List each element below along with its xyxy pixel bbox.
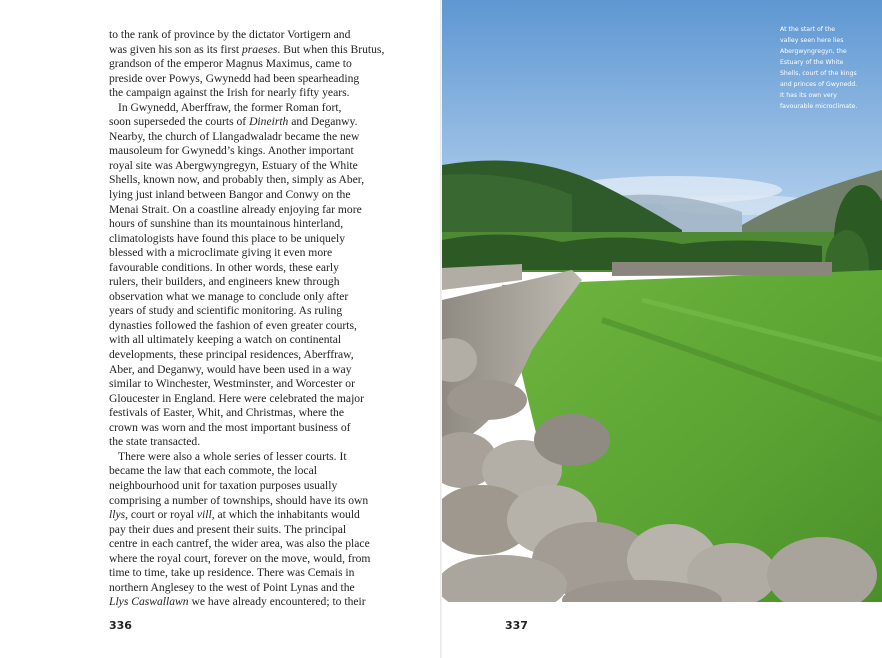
italic-run: praeses xyxy=(242,42,278,56)
italic-run: vill xyxy=(196,508,212,522)
text-run: , at which the inhabitants would xyxy=(211,508,360,522)
text-run: we have already encountered; to their xyxy=(188,595,366,609)
text-run: lying just inland between Bangor and Conwy on the xyxy=(109,188,351,202)
caption-line: valley seen here lies xyxy=(780,37,844,44)
page-number-right: 337 xyxy=(505,619,528,632)
text-line xyxy=(109,595,379,610)
text-line xyxy=(109,130,379,145)
text-line xyxy=(109,101,379,116)
text-line xyxy=(109,508,379,523)
text-run: Aber, and Deganwy, would have been used in a way xyxy=(109,362,352,376)
text-run: developments, these principal residences, Aberffraw, xyxy=(109,348,354,362)
page-number-left: 336 xyxy=(109,619,132,632)
text-line xyxy=(109,159,379,174)
text-run: In Gwynedd, Aberffraw, the former Roman fort, xyxy=(118,100,342,114)
text-line xyxy=(109,275,379,290)
text-line xyxy=(109,333,379,348)
italic-run: Dineirth xyxy=(249,115,289,129)
text-line xyxy=(109,115,379,130)
text-run: years of study and scientific monitoring. As ruling xyxy=(109,304,343,318)
text-line xyxy=(109,464,379,479)
text-line xyxy=(109,392,379,407)
text-line xyxy=(109,435,379,450)
text-run: grandson of the emperor Magnus Maximus, came to xyxy=(109,57,352,71)
text-line xyxy=(109,290,379,305)
text-run: festivals of Easter, Whit, and Christmas, where the xyxy=(109,406,344,420)
text-run: observation what we manage to conclude only after xyxy=(109,289,349,303)
text-run: soon superseded the courts of xyxy=(109,115,250,129)
body-text xyxy=(109,28,385,610)
text-line xyxy=(109,537,379,552)
text-line xyxy=(109,42,385,58)
caption-line: and princes of Gwynedd. xyxy=(780,81,858,88)
italic-run: llys xyxy=(109,508,126,522)
text-run: dynasties followed the fashion of even greater courts, xyxy=(109,318,357,332)
text-run: pay their dues and present their suits. The principal xyxy=(109,522,347,536)
text-line xyxy=(109,377,379,392)
text-run: with all ultimately keeping a watch on continental xyxy=(109,333,342,347)
text-line xyxy=(109,566,379,581)
text-run: . But when this Brutus, xyxy=(277,42,385,56)
caption-line: At the start of the xyxy=(780,26,836,33)
text-run: to the rank of province by the dictator Vortigern and xyxy=(109,28,351,41)
text-run: preside over Powys, Gwynedd had been spearheading xyxy=(109,71,360,85)
text-run: Gloucester in England. Here were celebrated the major xyxy=(109,391,364,405)
text-line xyxy=(109,144,379,159)
text-run: centre in each cantref, the wider area, was also the place xyxy=(109,537,370,551)
text-run: comprising a number of townships, should have its own xyxy=(109,493,369,507)
caption-line: Shells, court of the kings xyxy=(780,70,857,77)
text-run: northern Anglesey to the west of Point Lynas and the xyxy=(109,580,355,594)
text-run: rulers, their builders, and engineers knew through xyxy=(109,275,340,289)
text-run: mausoleum for Gwynedd’s kings. Another important xyxy=(109,144,354,158)
text-run: the state transacted. xyxy=(109,435,201,449)
text-line xyxy=(109,450,379,465)
text-run: climatologists have found this place to be uniquely xyxy=(109,231,346,245)
text-line xyxy=(109,319,379,334)
text-run: Nearby, the church of Llangadwaladr became the new xyxy=(109,129,360,143)
text-line xyxy=(109,72,379,87)
text-line xyxy=(109,581,379,596)
text-run: where the royal court, forever on the move, would, from xyxy=(109,551,371,565)
photo-caption xyxy=(780,24,876,112)
text-run: hours of sunshine than its mountainous hinterland, xyxy=(109,217,344,231)
text-line xyxy=(109,261,379,276)
text-line xyxy=(109,217,379,232)
text-run: similar to Winchester, Westminster, and Worcester or xyxy=(109,377,355,391)
caption-line: It has its own very xyxy=(780,92,837,99)
caption-line: Estuary of the White xyxy=(780,59,844,66)
text-run: and Deganwy. xyxy=(288,115,358,129)
text-line xyxy=(109,421,379,436)
text-line xyxy=(109,523,379,538)
text-run: Shells, known now, and probably then, simply as Aber, xyxy=(109,173,365,187)
text-run: Menai Strait. On a coastline already enjoying far more xyxy=(109,202,362,216)
text-line xyxy=(109,232,379,247)
text-run: , court or royal xyxy=(125,508,197,522)
text-run: There were also a whole series of lesser courts. It xyxy=(118,449,347,463)
text-line xyxy=(109,203,379,218)
text-run: crown was worn and the most important business of xyxy=(109,420,351,434)
text-line xyxy=(109,479,379,494)
text-line xyxy=(109,406,379,421)
italic-run: Llys Caswallawn xyxy=(109,595,189,609)
text-line xyxy=(109,552,379,567)
text-line xyxy=(109,246,379,261)
text-run: royal site was Abergwyngregyn, Estuary of the White xyxy=(109,158,358,172)
text-line xyxy=(109,494,379,509)
caption-line: Abergwyngregyn, the xyxy=(780,48,847,55)
text-run: became the law that each commote, the local xyxy=(109,464,317,478)
text-run: the campaign against the Irish for nearly fifty years. xyxy=(109,86,350,100)
text-line xyxy=(109,86,379,101)
text-line xyxy=(109,363,379,378)
text-line xyxy=(109,173,379,188)
text-line xyxy=(109,348,379,363)
text-line xyxy=(109,28,379,43)
text-line xyxy=(109,188,379,203)
text-run: favourable conditions. In other words, these early xyxy=(109,260,339,274)
text-run: was given his son as its first xyxy=(109,42,242,56)
text-run: blessed with a microclimate giving it even more xyxy=(109,246,333,260)
text-line xyxy=(109,57,379,72)
text-run: neighbourhood unit for taxation purposes usually xyxy=(109,478,338,492)
text-line xyxy=(109,304,379,319)
text-run: time to time, take up residence. There was Cemais in xyxy=(109,566,355,580)
caption-line: favourable microclimate. xyxy=(780,103,858,110)
